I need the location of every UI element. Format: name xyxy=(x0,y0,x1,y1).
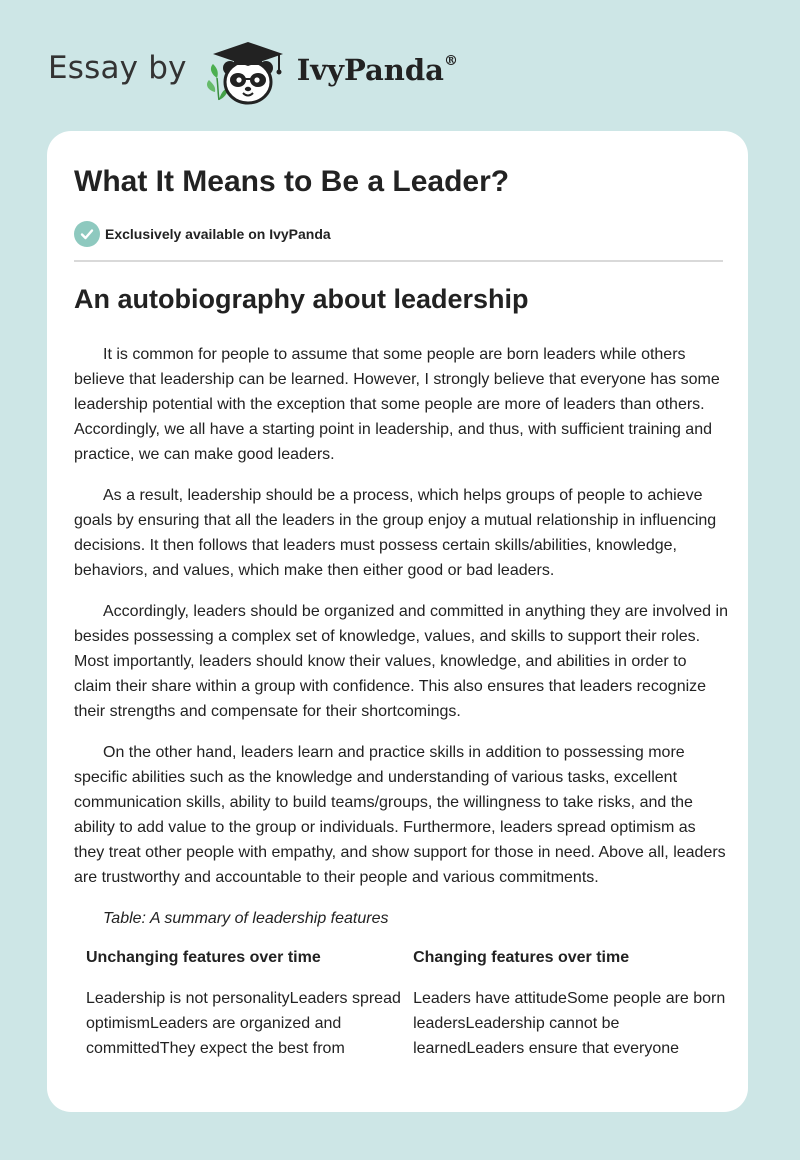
panda-graduate-logo-icon[interactable] xyxy=(203,34,293,110)
paragraph: It is common for people to assume that some people are born leaders while others believe that leadership can be learned. However, I strongly believe that everyone has some leadership potential with the exception that some people are more of leaders than others. Accordingly, we all have a starting point in leadership, and thus, with sufficient training and practice, we can make good leaders. xyxy=(74,346,720,463)
paragraph: Accordingly, leaders should be organized and committed in anything they are involved in besides possessing a complex set of knowledge, values, and skills to support their roles. Most importantly, leaders should know their values, knowledge, and abilities in order to claim their share within a group with confidence. This also ensures that leaders recognize their strengths and compensate for their shortcomings. xyxy=(74,603,728,720)
divider xyxy=(74,260,723,262)
brand-name[interactable] xyxy=(297,53,458,87)
table-header-changing: Changing features over time xyxy=(413,949,630,966)
page-title: What It Means to Be a Leader? xyxy=(74,165,510,198)
section-heading: An autobiography about leadership xyxy=(74,284,529,314)
brand-text: IvyPanda xyxy=(296,53,444,87)
table-header-row xyxy=(86,945,726,986)
check-icon xyxy=(74,221,100,247)
essay-body xyxy=(74,342,728,1061)
exclusive-badge xyxy=(74,221,331,247)
essay-card xyxy=(47,131,748,1112)
essay-by-label: Essay by xyxy=(48,50,187,86)
table-row xyxy=(86,986,726,1061)
exclusive-badge-label: Exclusively available on IvyPanda xyxy=(105,226,331,242)
table-caption: Table: A summary of leadership features xyxy=(103,910,389,927)
paragraph: As a result, leadership should be a process, which helps groups of people to achieve goals by ensuring that all the leaders in the group enjoy a mutual relationship in influencing decisions. It then follows that leaders must possess certain skills/abilities, knowledge, behaviors, and values, which make then either good or bad leaders. xyxy=(74,487,717,579)
table-header-unchanging: Unchanging features over time xyxy=(86,949,321,966)
table-cell-changing: Leaders have attitudeSome people are born leadersLeadership cannot be learnedLeaders ensure that everyone xyxy=(413,990,726,1057)
table-cell-unchanging: Leadership is not personalityLeaders spread optimismLeaders are organized and committedThey expect the best from xyxy=(86,990,401,1057)
features-table xyxy=(86,945,726,1061)
paragraph: On the other hand, leaders learn and practice skills in addition to possessing more specific abilities such as the knowledge and understanding of various tasks, excellent communication skills, ability to build teams/groups, the willingness to take risks, and the ability to add value to the group or individuals. Furthermore, leaders spread optimism as they treat other people with empathy, and show support for those in need. Above all, leaders are trustworthy and accountable to their people and various commitments. xyxy=(74,744,726,886)
registered-mark: ® xyxy=(443,53,458,70)
site-header xyxy=(48,34,458,110)
